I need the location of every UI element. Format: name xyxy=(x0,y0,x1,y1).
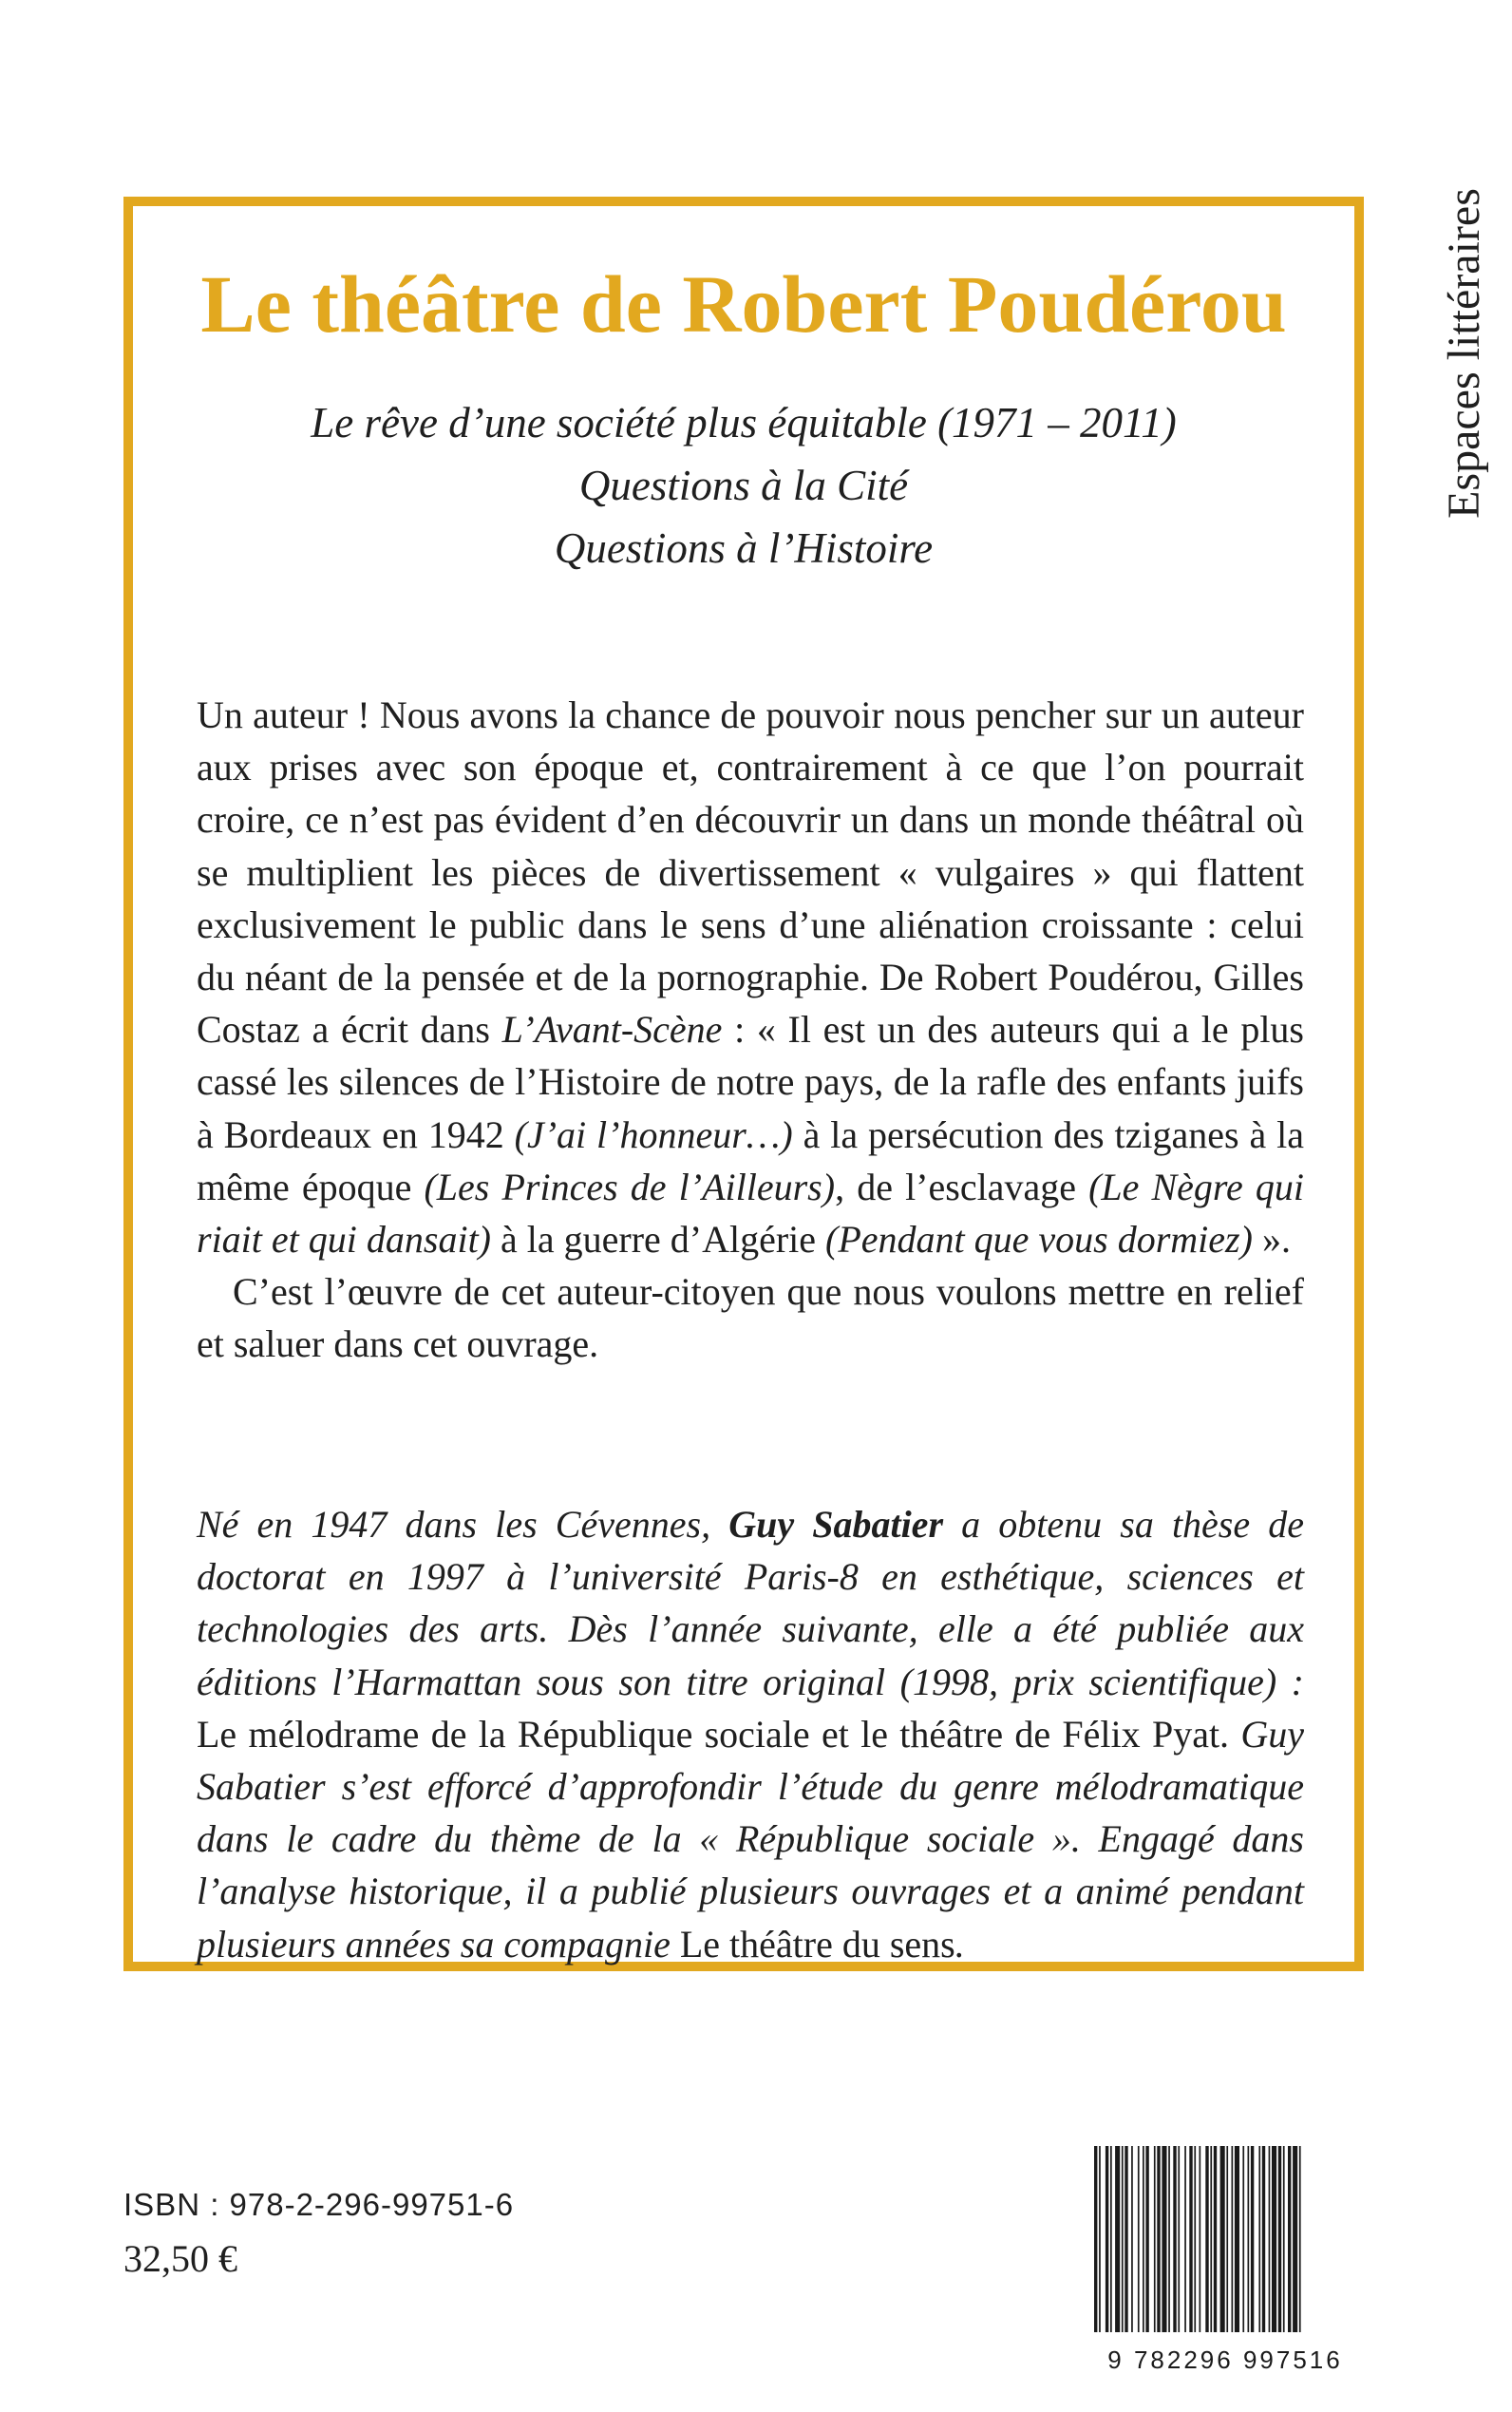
subtitle-line: Questions à l’Histoire xyxy=(554,524,934,572)
barcode-bar xyxy=(1242,2146,1244,2332)
barcode-bar xyxy=(1251,2146,1254,2332)
barcode-bar xyxy=(1162,2146,1166,2332)
presentation-paragraph-2: C’est l’œuvre de cet auteur-citoyen que nous voulons mettre en relief et saluer dans cet ouvrage. xyxy=(197,1270,1304,1366)
barcode-bar xyxy=(1235,2146,1239,2332)
barcode-bar xyxy=(1122,2146,1124,2332)
barcode-bar xyxy=(1145,2146,1148,2332)
barcode-bar xyxy=(1232,2146,1234,2332)
barcode-bar xyxy=(1131,2146,1133,2332)
barcode-bar xyxy=(1094,2146,1097,2332)
barcode-bar xyxy=(1262,2146,1265,2332)
author-name: Guy Sabatier xyxy=(728,1503,944,1546)
barcode-bar xyxy=(1143,2146,1144,2332)
book-title: Le théâtre de Robert Poudérou xyxy=(200,258,1287,350)
presentation-text xyxy=(197,689,1304,1371)
barcode-bar xyxy=(1173,2146,1176,2332)
barcode-bar xyxy=(1157,2146,1160,2332)
price: 32,50 € xyxy=(123,2237,237,2280)
barcode-bar xyxy=(1205,2146,1208,2332)
presentation-paragraph-1: Un auteur ! Nous avons la chance de pouvoir nous pencher sur un auteur aux prises avec son époque et, contrairement à ce que l’on pourrait croire, ce n’est pas évident d’en découvrir un dans un monde théâtral où se multiplient les pièces de divertissement « vulgaires » qui flattent exclusivement le public dans le sens d’une aliénation croissante : celui du néant de la pensée et de la pornographie. De Robert Poudérou, Gilles Costaz a écrit dans L’Avant-Scène : « Il est un des auteurs qui a le plus cassé les silences de l’Histoire de notre pays, de la rafle des enfants juifs à Bordeaux en 1942 (J’ai l’honneur…) à la persécution des tziganes à la même époque (Les Princes de l’Ailleurs), de l’esclavage (Le Nègre qui riait et qui dansait) à la guerre d’Algérie (Pendant que vous dormiez) ». xyxy=(197,693,1304,1262)
barcode xyxy=(1083,2142,1368,2375)
barcode-bar xyxy=(1189,2146,1192,2332)
barcode-bar xyxy=(1278,2146,1281,2332)
barcode-bar xyxy=(1200,2146,1201,2332)
barcode-bar xyxy=(1214,2146,1217,2332)
cover-frame xyxy=(123,197,1364,1971)
subtitle-line: Questions à la Cité xyxy=(578,462,909,509)
author-bio: Né en 1947 dans les Cévennes, Guy Sabatier a obtenu sa thèse de doctorat en 1997 à l’université Paris-8 en esthétique, sciences et technologies des arts. Dès l’année suivante, elle a été publiée aux éditions l’Harmattan sous son titre original (1998, prix scientifique) : Le mélodrame de la République sociale et le théâtre de Félix Pyat. Guy Sabatier s’est efforcé d’approfondir l’étude du genre mélodramatique dans le cadre du thème de la « République sociale ». Engagé dans l’analyse historique, il a publié plusieurs ouvrages et a animé pendant plusieurs années sa compagnie Le théâtre du sens. xyxy=(197,1503,1305,1966)
barcode-bar xyxy=(1269,2146,1271,2332)
barcode-bar xyxy=(1106,2146,1108,2332)
barcode-bar xyxy=(1210,2146,1212,2332)
barcode-bar xyxy=(1115,2146,1120,2332)
barcode-bar xyxy=(1125,2146,1127,2332)
barcode-bar xyxy=(1220,2146,1225,2332)
subtitle-block xyxy=(133,391,1354,579)
barcode-bar xyxy=(1184,2146,1186,2332)
barcode-bar xyxy=(1226,2146,1228,2332)
barcode-bar xyxy=(1283,2146,1285,2332)
barcode-bar xyxy=(1168,2146,1170,2332)
barcode-bar xyxy=(1288,2146,1291,2332)
barcode-bar xyxy=(1154,2146,1156,2332)
barcode-bar xyxy=(1099,2146,1101,2332)
barcode-bar xyxy=(1138,2146,1140,2332)
barcode-digits: 9 782296 997516 xyxy=(1107,2346,1343,2374)
barcode-bar xyxy=(1178,2146,1180,2332)
barcode-bar xyxy=(1293,2146,1297,2332)
barcode-bar xyxy=(1258,2146,1260,2332)
isbn: ISBN : 978-2-296-99751-6 xyxy=(123,2187,515,2222)
barcode-bar xyxy=(1248,2146,1250,2332)
barcode-bar xyxy=(1272,2146,1276,2332)
barcode-bar xyxy=(1110,2146,1112,2332)
barcode-bar xyxy=(1299,2146,1301,2332)
series-name: Espaces littéraires xyxy=(1439,188,1489,519)
subtitle-line: Le rêve d’une société plus équitable (1971 – 2011) xyxy=(311,399,1177,446)
barcode-bar xyxy=(1194,2146,1196,2332)
